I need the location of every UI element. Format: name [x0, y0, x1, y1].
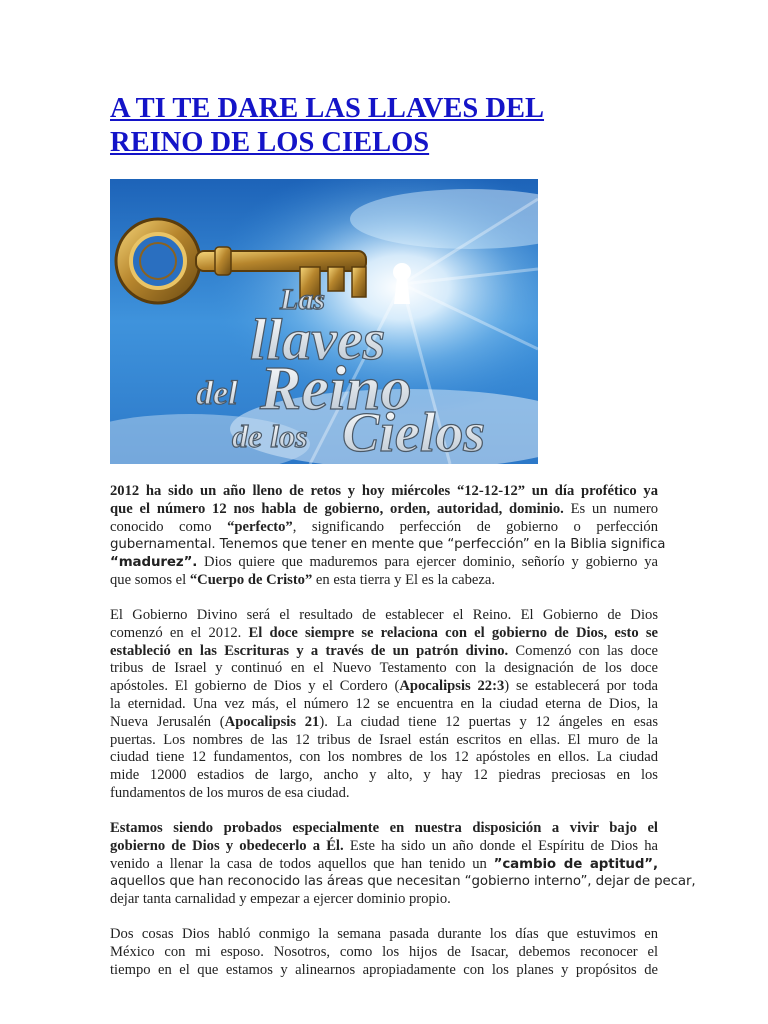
p2-line-9: ciudad tiene 12 fundamentos, con los nombres de los 12 apóstoles en ellos. La ciudad — [110, 749, 658, 766]
p3-line-4: aquellos que han reconocido las áreas que necesitan “gobierno interno”, dejar de pecar, — [110, 874, 696, 890]
article-title-link[interactable] — [110, 92, 658, 160]
paragraph-1 — [110, 483, 666, 590]
p3-line-1: Estamos siendo probados especialmente en nuestra disposición a vivir bajo el — [110, 820, 658, 836]
p3-line-2: gobierno de Dios y obedecerlo a Él. Este ha sido un año donde el Espíritu de Dios ha — [110, 837, 658, 854]
p1-line-6: que somos el “Cuerpo de Cristo” en esta tierra y El es la cabeza. — [110, 571, 496, 588]
p1-line-4: gubernamental. Tenemos que tener en mente que “perfección” en la Biblia significa — [110, 537, 666, 553]
p2-line-8: puertas. Los nombres de las 12 tribus de Israel están escritos en ellas. El muro de la — [110, 731, 658, 748]
p2-line-7: Nueva Jerusalén (Apocalipsis 21). La ciudad tiene 12 puertas y 12 ángeles en esas — [110, 713, 659, 730]
p4-line-1: Dos cosas Dios habló conmigo la semana pasada durante los días que estuvimos en — [110, 926, 658, 942]
p1-line-5: “madurez”. Dios quiere que maduremos para ejercer dominio, señorío y gobierno ya — [110, 554, 658, 571]
p3-line-5: dejar tanta carnalidad y empezar a ejercer dominio propio. — [110, 891, 451, 908]
paragraph-2 — [110, 607, 658, 803]
title-line-1[interactable]: A TI TE DARE LAS LLAVES DEL — [110, 93, 545, 124]
banner-word-llaves: llaves — [250, 307, 386, 372]
p2-line-5: apóstoles. El gobierno de Dios y el Cordero (Apocalipsis 22:3) se establecerá por toda — [110, 678, 658, 695]
banner-word-del: del — [196, 375, 238, 412]
p2-line-10: mide 12000 estadios de largo, ancho y alto, y hay 12 piedras preciosas en los — [110, 767, 658, 784]
p4-line-2: México con mi esposo. Nosotros, como los hijos de Isacar, debemos reconocer el — [110, 943, 658, 960]
p1-line-3: conocido como “perfecto”, significando perfección de gobierno o perfección — [110, 518, 659, 535]
paragraph-3 — [110, 820, 696, 909]
p4-line-3: tiempo en el que estamos y alinearnos apropiadamente con los planes y propósitos de — [110, 961, 658, 978]
banner-image — [110, 179, 538, 464]
banner-word-las: Las — [280, 283, 325, 316]
p3-line-3: venido a llenar la casa de todos aquellos que han tenido un ”cambio de aptitud”, — [110, 855, 658, 872]
p2-line-3: estableció en las Escrituras y a través de un patrón divino. Comenzó con las doce — [110, 642, 658, 659]
p1-line-1: 2012 ha sido un año lleno de retos y hoy miércoles “12-12-12” un día profético ya — [110, 483, 658, 499]
p1-line-2: que el número 12 nos habla de gobierno, orden, autoridad, dominio. Es un numero — [110, 500, 659, 517]
p2-line-6: la eternidad. Una vez más, el número 12 se encuentra en la ciudad eterna de Dios, la — [110, 695, 658, 712]
paragraph-4 — [110, 926, 658, 979]
banner-word-de-los: de los — [232, 418, 308, 454]
p2-line-11: fundamentos de los muros de esa ciudad. — [110, 784, 350, 801]
p2-line-1: El Gobierno Divino será el resultado de establecer el Reino. El Gobierno de Dios — [110, 607, 658, 623]
title-line-2[interactable]: REINO DE LOS CIELOS — [110, 127, 430, 158]
banner-word-cielos: Cielos — [342, 402, 486, 464]
p2-line-4: tribus de Israel y continuó en el Nuevo Testamento con la designación de los doce — [110, 660, 658, 677]
banner-word-reino: Reino — [260, 355, 412, 423]
p2-line-2: comenzó en el 2012. El doce siempre se relaciona con el gobierno de Dios, esto se — [110, 624, 658, 641]
